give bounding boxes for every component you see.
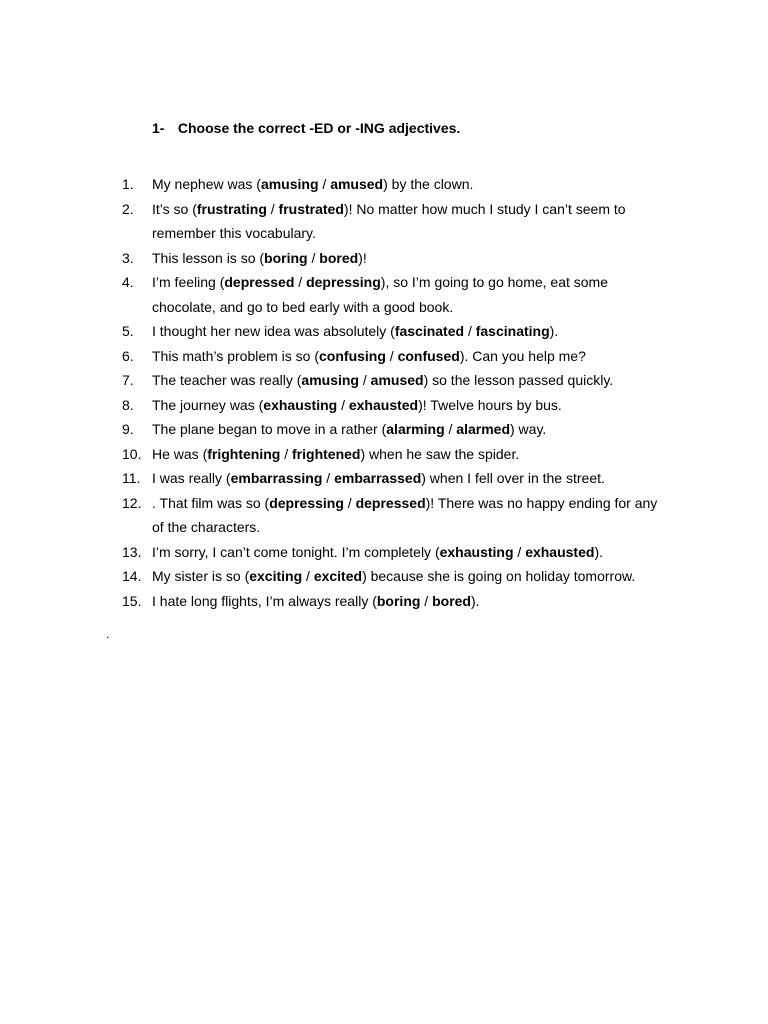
item-number: 13. [122, 543, 142, 560]
option-b: depressed [355, 494, 426, 511]
exercise-list [0, 172, 768, 613]
option-a: amusing [301, 372, 359, 388]
exercise-heading [152, 120, 460, 136]
option-b: frightened [292, 445, 361, 462]
item-number: 14. [122, 568, 142, 584]
item-number: 1. [122, 176, 134, 192]
option-a: embarrassing [230, 470, 323, 486]
item-text: I’m feeling (depressed / depressing), so I’m going to go home, eat some chocolate, and go to bed early with a good book. [152, 274, 609, 315]
option-a: boring [264, 249, 308, 266]
option-a: amusing [260, 176, 319, 192]
item-text: . That film was so (depressing / depressed)! There was no happy ending for any of the characters. [152, 494, 658, 535]
option-a: exciting [249, 568, 303, 584]
option-a: frustrating [196, 200, 267, 217]
item-text: This math’s problem is so (confusing / confused). Can you help me? [152, 347, 586, 364]
option-b: excited [313, 568, 363, 584]
option-b: embarrassed [334, 470, 422, 486]
option-b: bored [319, 249, 359, 266]
exercise-instruction: Choose the correct -ED or -ING adjectives. [177, 120, 461, 136]
option-b: exhausted [525, 543, 595, 560]
item-text: He was (frightening / frightened) when he saw the spider. [152, 445, 520, 462]
list-item [0, 246, 768, 271]
option-b: amused [370, 372, 424, 388]
list-item [0, 491, 768, 540]
item-number: 6. [122, 347, 134, 364]
list-item [0, 344, 768, 369]
item-number: 15. [122, 592, 142, 609]
option-b: frustrated [278, 200, 344, 217]
list-item [0, 466, 768, 491]
list-item [0, 270, 768, 319]
list-item [0, 417, 768, 442]
list-item [0, 197, 768, 246]
option-b: fascinating [475, 323, 550, 339]
option-a: alarming [386, 421, 445, 437]
option-b: exhausted [348, 396, 419, 413]
item-number: 3. [122, 249, 134, 266]
item-text: I was really (embarrassing / embarrassed) when I fell over in the street. [152, 470, 605, 486]
list-item [0, 172, 768, 197]
item-number: 11. [122, 470, 141, 486]
item-text: I’m sorry, I can’t come tonight. I’m completely (exhausting / exhausted). [152, 543, 603, 560]
item-number: 4. [122, 274, 134, 290]
item-text: The journey was (exhausting / exhausted)! Twelve hours by bus. [152, 396, 562, 413]
list-item [0, 564, 768, 589]
option-b: depressing [306, 274, 381, 290]
option-b: bored [432, 592, 471, 609]
item-number: 2. [122, 200, 134, 217]
item-number: 10. [122, 445, 142, 462]
item-text: The teacher was really (amusing / amused) so the lesson passed quickly. [152, 372, 614, 388]
option-b: confused [397, 347, 460, 364]
item-text: My sister is so (exciting / excited) because she is going on holiday tomorrow. [152, 568, 636, 584]
item-text: It’s so (frustrating / frustrated)! No matter how much I study I can’t seem to remember this vocabulary. [152, 200, 626, 241]
option-a: boring [376, 592, 421, 609]
item-text: My nephew was (amusing / amused) by the clown. [152, 176, 474, 192]
list-item [0, 319, 768, 344]
exercise-number: 1- [152, 120, 165, 136]
option-b: amused [330, 176, 384, 192]
option-a: depressing [269, 494, 344, 511]
item-text: I thought her new idea was absolutely (fascinated / fascinating). [152, 323, 559, 339]
item-number: 9. [122, 421, 134, 437]
option-a: frightening [207, 445, 281, 462]
item-text: I hate long flights, I’m always really (boring / bored). [152, 592, 480, 609]
item-number: 8. [122, 396, 134, 413]
option-a: exhausting [263, 396, 338, 413]
item-text: This lesson is so (boring / bored)! [152, 249, 367, 266]
item-number: 7. [122, 372, 134, 388]
list-item [0, 540, 768, 565]
stray-mark: . [106, 627, 110, 641]
option-a: confusing [319, 347, 386, 364]
item-text: The plane began to move in a rather (alarming / alarmed) way. [152, 421, 547, 437]
list-item [0, 393, 768, 418]
list-item [0, 589, 768, 614]
option-a: fascinated [394, 323, 465, 339]
option-b: alarmed [456, 421, 510, 437]
option-a: depressed [224, 274, 295, 290]
item-number: 12. [122, 494, 142, 511]
list-item [0, 368, 768, 393]
option-a: exhausting [439, 543, 514, 560]
item-number: 5. [122, 323, 134, 339]
list-item [0, 442, 768, 467]
